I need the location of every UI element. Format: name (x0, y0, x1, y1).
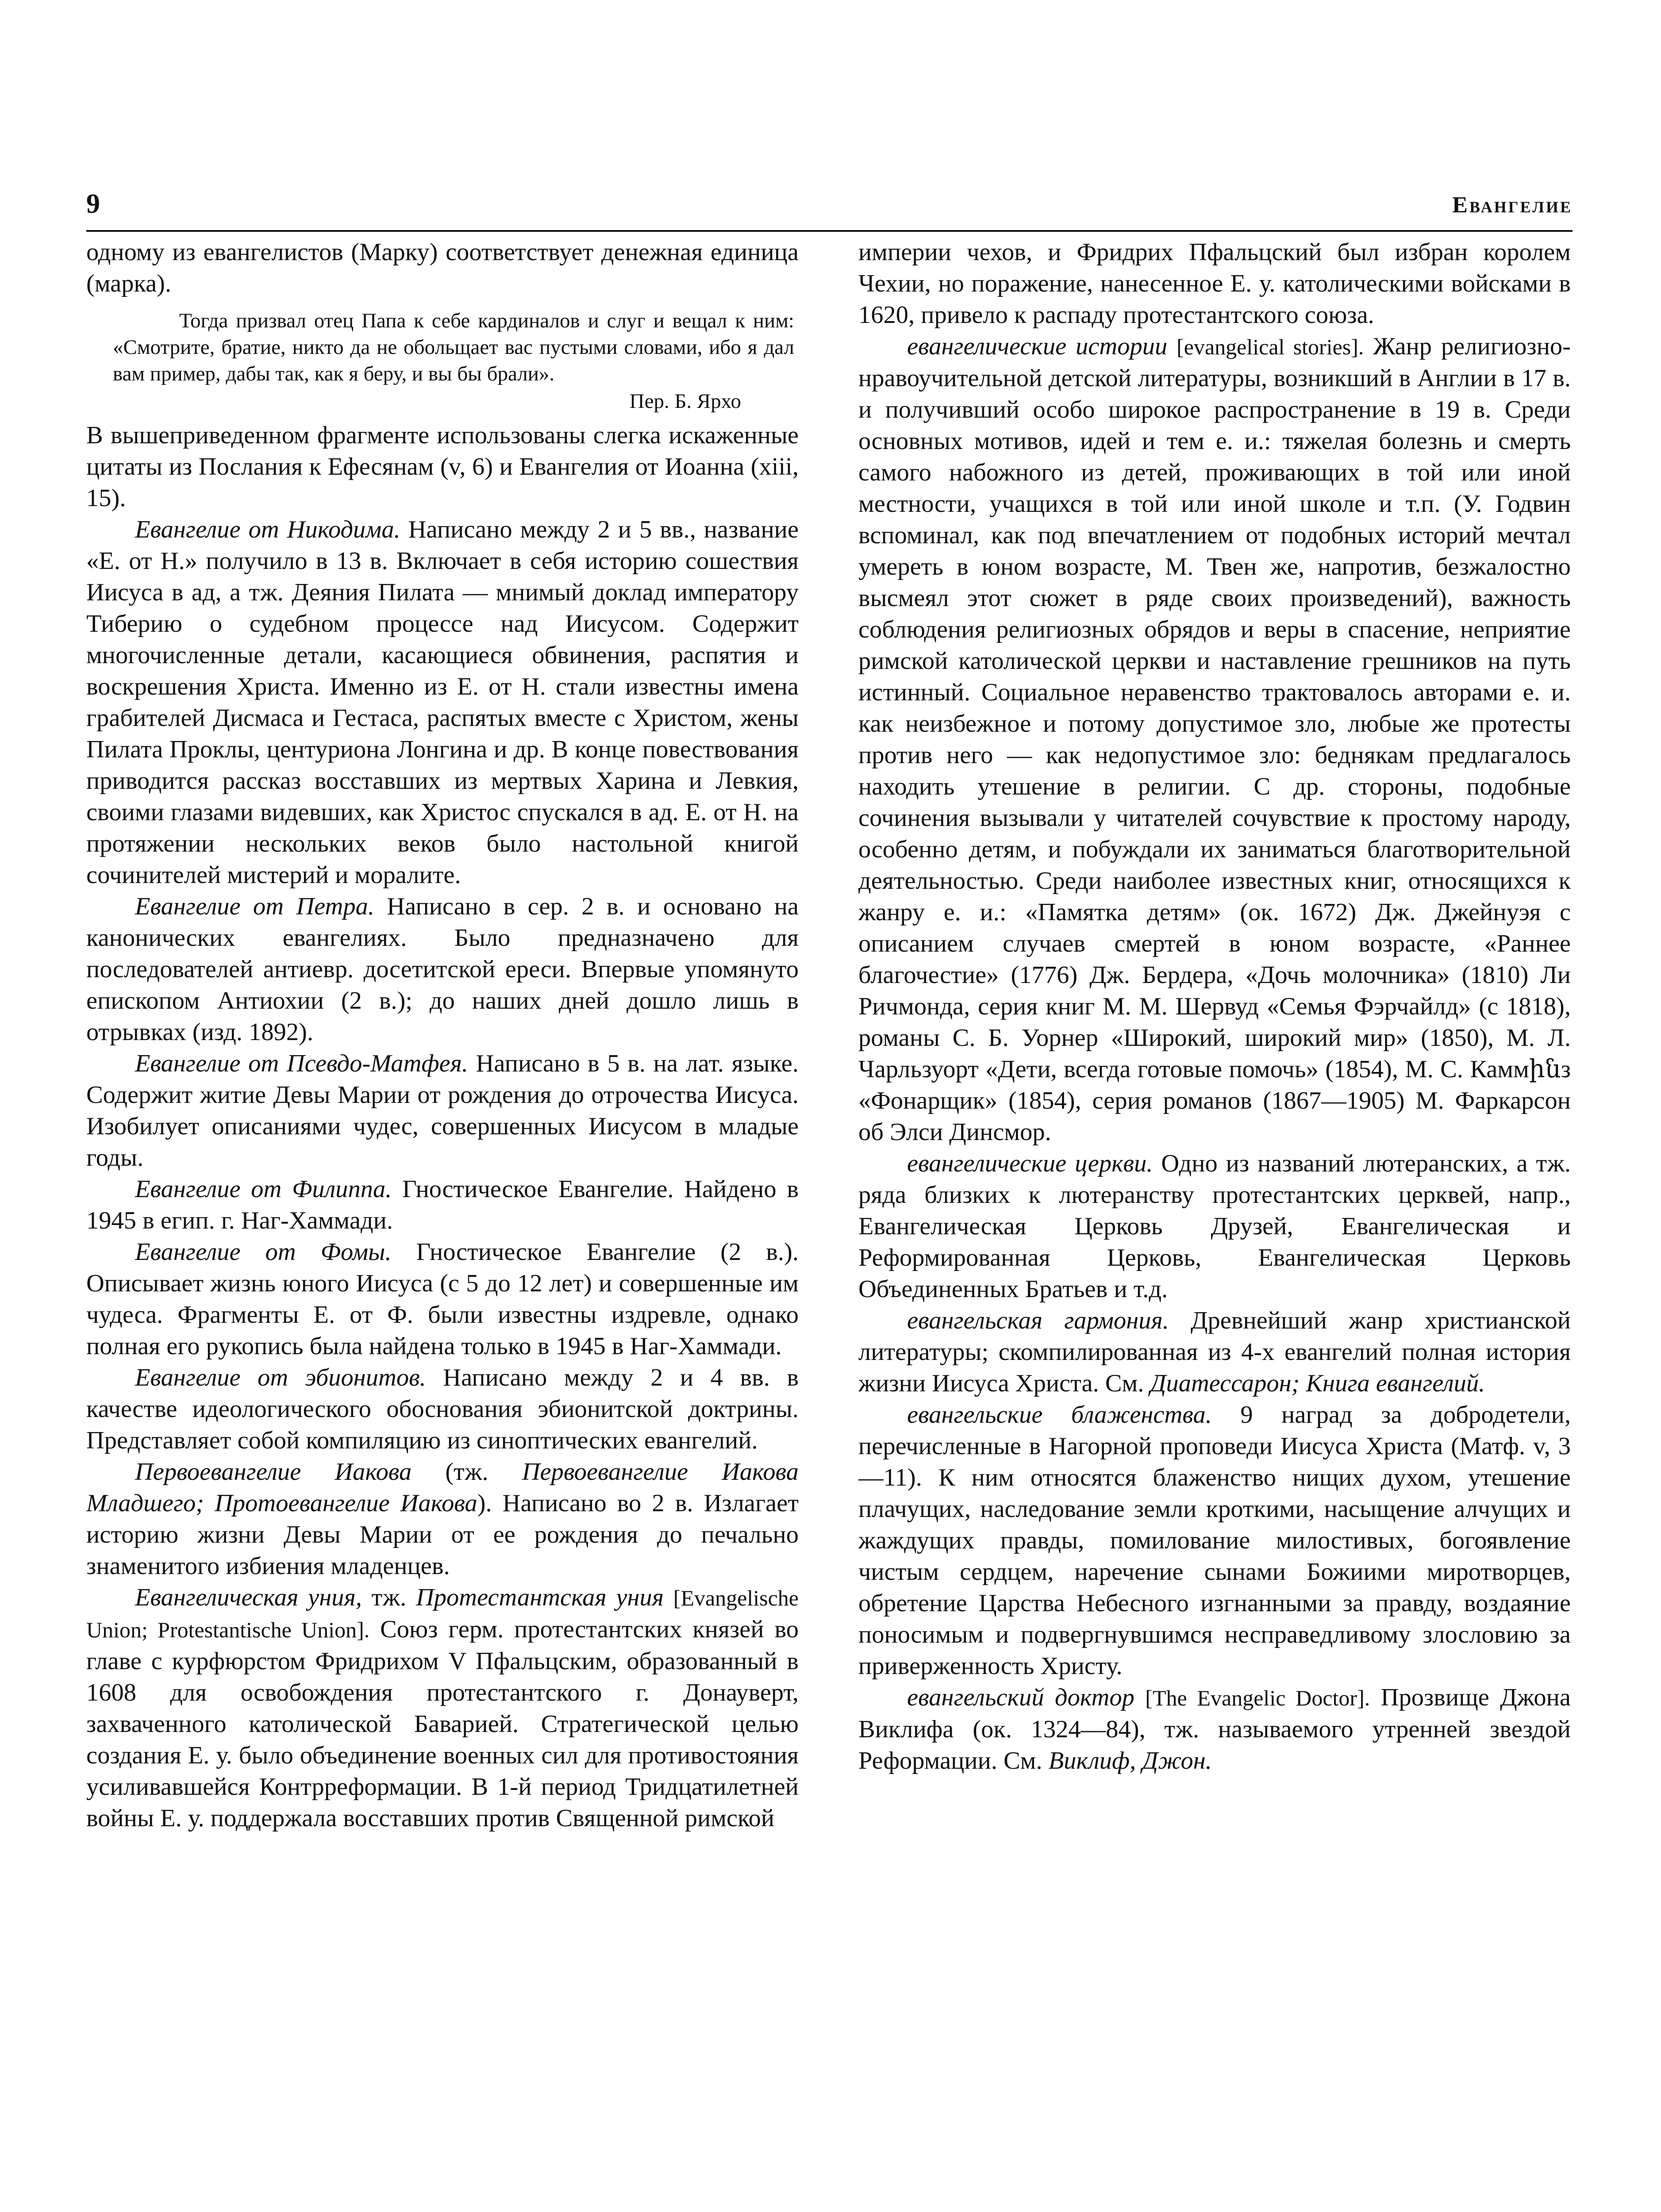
entry-gospel-philip (86, 1174, 799, 1237)
entry-text: Написано между 2 и 4 вв. в качестве идеологического обоснования эбионитской доктрины. Представляет собой компиляцию из синоптических евангелий. (86, 1364, 799, 1454)
entry-aka: Протестантская уния (415, 1584, 664, 1611)
entry-title: евангелические церкви. (907, 1150, 1153, 1177)
translator-credit: Пер. Б. Ярхо (629, 390, 741, 413)
entry-see-also: Диатессарон; Книга евангелий. (1150, 1370, 1485, 1397)
entry-evangelic-doctor (858, 1682, 1571, 1777)
entry-evangelical-union (86, 1582, 799, 1834)
entry-text: 9 наград за добродетели, перечисленные в Нагорной проповеди Иисуса Христа (Матф. v, 3—11). К ним относятся блаженство нищих духом, утешение плачущих, наследование земли кроткими, насыщение алчущих и жаждущих правды, помилование милостивых, богоявление чистым сердцем, наречение сынами Божиими миротворцев, обретение Царства Небесного изгнанными за правду, воздаяние поносимым и подвергнувшимся несправедливому злословию за приверженность Христу. (858, 1401, 1571, 1680)
entry-english-term: [evangelical stories]. (1177, 334, 1364, 359)
entry-aka-prefix: тж. (371, 1584, 407, 1611)
entry-title: евангельская гармония. (907, 1307, 1169, 1334)
entry-text: Древнейший жанр христианской литературы; скомпилированная из 4-х евангелий полная история жизни Иисуса Христа. См. (858, 1307, 1571, 1397)
entry-text: Написано в сер. 2 в. и основано на канонических евангелиях. Было предназначено для последователей антиевр. досетитской ереси. Впервые упомянуто епископом Антиохии (2 в.); до наших дней дошло лишь в отрывках (изд. 1892). (86, 893, 799, 1046)
entry-evangelical-churches (858, 1148, 1571, 1305)
entry-evangelical-stories (858, 331, 1571, 1148)
entry-see-also: Виклиф, Джон. (1048, 1747, 1212, 1774)
left-column (86, 237, 799, 2212)
entry-text: Написано между 2 и 5 вв., название «Е. от Н.» получило в 13 в. Включает в себя историю сошествия Иисуса в ад, а тж. Деяния Пилата — мнимый доклад императору Тиберию о судебном процессе над Иисусом. Содержит многочисленные детали, касающиеся обвинения, распятия и воскрешения Христа. Именно из Е. от Н. стали известны имена грабителей Дисмаса и Гестаса, распятых вместе с Христом, жены Пилата Проклы, центуриона Лонгина и др. В конце повествования приводится рассказ восставших из мертвых Харина и Левкия, своими глазами видевших, как Христос спускался в ад. Е. от Н. на протяжении нескольких веков было настольной книгой сочинителей мистерий и моралите. (86, 516, 799, 889)
entry-text: Написано в 5 в. на лат. языке. Содержит житие Девы Марии от рождения до отрочества Иисуса. Изобилует описаниями чудес, совершенных Иисусом в младые годы. (86, 1050, 799, 1171)
paragraph-continuation: империи чехов, и Фридрих Пфальцский был избран королем Чехии, но поражение, нанесенное Е. у. католическими войсками в 1620, привело к распаду протестантского союза. (858, 238, 1571, 329)
entry-aka: Первоевангелие Иакова Младшего; Протоевангелие Иакова (86, 1458, 799, 1517)
entry-title: Первоевангелие Иакова (135, 1458, 412, 1486)
paragraph: одному из евангелистов (Марку) соответствует денежная единица (марка). (86, 238, 799, 297)
entry-title: Евангелическая уния, (135, 1584, 362, 1611)
entry-gospel-pseudo-matthew (86, 1048, 799, 1174)
entry-gospel-thomas (86, 1237, 799, 1362)
entry-gospel-ebionites (86, 1362, 799, 1456)
running-head: Евангелие (1452, 192, 1573, 218)
entry-title: евангельские блаженства. (907, 1401, 1212, 1429)
entry-gospel-peter (86, 891, 799, 1048)
entry-gospel-nicodemus (86, 514, 799, 891)
entry-title: Евангелие от Фомы. (135, 1238, 392, 1266)
entry-english-term: [Evangelische Union; Protestantische Union]. (86, 1586, 799, 1642)
entry-title: евангельский доктор (907, 1684, 1134, 1711)
entry-aka-close: ). (477, 1490, 492, 1517)
entry-protoevangelium-james (86, 1456, 799, 1582)
block-quote: Тогда призвал отец Папа к себе кардиналов и слуг и вещал к ним: «Смотрите, братие, никто да не обольщает вас пустыми словами, ибо я дал вам пример, дабы так, как я беру, и вы бы брали». (113, 309, 794, 385)
entry-title: Евангелие от Филиппа. (135, 1175, 392, 1203)
entry-title: евангелические истории (907, 333, 1168, 360)
entry-aka-open: (тж. (445, 1458, 488, 1486)
entry-title: Евангелие от эбионитов. (135, 1364, 426, 1391)
entry-gospel-harmony (858, 1305, 1571, 1399)
right-column (858, 237, 1571, 2212)
entry-text: Гностическое Евангелие (2 в.). Описывает жизнь юного Иисуса (с 5 до 12 лет) и совершенные им чудеса. Фрагменты Е. от Ф. были известны издревле, однако полная его рукопись была найдена только в 1945 в Наг-Хаммади. (86, 1238, 799, 1360)
entry-english-term: [The Evangelic Doctor]. (1145, 1686, 1370, 1710)
entry-text: Написано во 2 в. Излагает историю жизни Девы Марии от ее рождения до печально знаменитого избиения младенцев. (86, 1490, 799, 1580)
entry-title: Евангелие от Никодима. (135, 516, 400, 543)
paragraph: В вышеприведенном фрагменте использованы слегка искаженные цитаты из Послания к Ефесянам (v, 6) и Евангелия от Иоанна (xiii, 15). (86, 422, 799, 512)
entry-text: Союз герм. протестантских князей во главе с курфюрстом Фридрихом V Пфальцским, образованный в 1608 для освобождения протестантского г. Донауверт, захваченного католической Баварией. Стратегической целью создания Е. у. было объединение военных сил для противостояния усиливавшейся Контрреформации. В 1-й период Тридцатилетней войны Е. у. поддержала восставших против Священной римской (86, 1616, 799, 1832)
entry-text: Одно из названий лютеранских, а тж. ряда близких к лютеранству протестантских церквей, напр., Евангелическая Церковь Друзей, Евангелическая и Реформированная Церковь, Евангелическая Церковь Объединенных Братьев и т.д. (858, 1150, 1571, 1303)
entry-text: Гностическое Евангелие. Найдено в 1945 в егип. г. Наг-Хаммади. (86, 1175, 799, 1234)
entry-title: Евангелие от Псевдо-Матфея. (135, 1050, 469, 1077)
entry-text: Прозвище Джона Виклифа (ок. 1324—84), тж. называемого утренней звездой Реформации. См. (858, 1684, 1571, 1774)
entry-title: Евангелие от Петра. (135, 893, 374, 920)
entry-text: Жанр религиозно-нравоучительной детской литературы, возникший в Англии в 17 в. и получивший особо широкое распространение в 19 в. Среди основных мотивов, идей и тем е. и.: тяжелая болезнь и смерть самого набожного из детей, проживающих в той или иной местности, учащихся в той или иной школе и т.п. (У. Годвин вспоминал, как под впечатлением от подобных историй мечтал умереть в юном возрасте, М. Твен же, напротив, безжалостно высмеял этот сюжет в ряде своих произведений), важность соблюдения религиозных обрядов и веры в спасение, неприятие римской католической церкви и наставление грешников на путь истинный. Социальное неравенство трактовалось авторами е. и. как неизбежное и потому допустимое зло, любые же протесты против него — как недопустимое зло: беднякам предлагалось находить утешение в религии. С др. стороны, подобные сочинения вызывали у читателей сочувствие к простому народу, особенно детям, и побуждали их заниматься благотворительной деятельностью. Среди наиболее известных книг, относящихся к жанру е. и.: «Памятка детям» (ок. 1672) Дж. Джейнуэя с описанием случаев смертей в юном возрасте, «Раннее благочестие» (1776) Дж. Бердера, «Дочь молочника» (1810) Ли Ричмонда, серия книг М. М. Шервуд «Семья Фэрчайлд» (с 1818), романы С. Б. Уорнер «Широкий, широкий мир» (1850), М. Л. Чарльзуорт «Дети, всегда готовые помочь» (1854), М. С. Каммինз «Фонарщик» (1854), серия романов (1867—1905) М. Фаркарсон об Элси Динсмор. (858, 333, 1571, 1146)
header-rule (86, 230, 1573, 232)
page-number: 9 (86, 189, 100, 219)
entry-beatitudes (858, 1399, 1571, 1682)
